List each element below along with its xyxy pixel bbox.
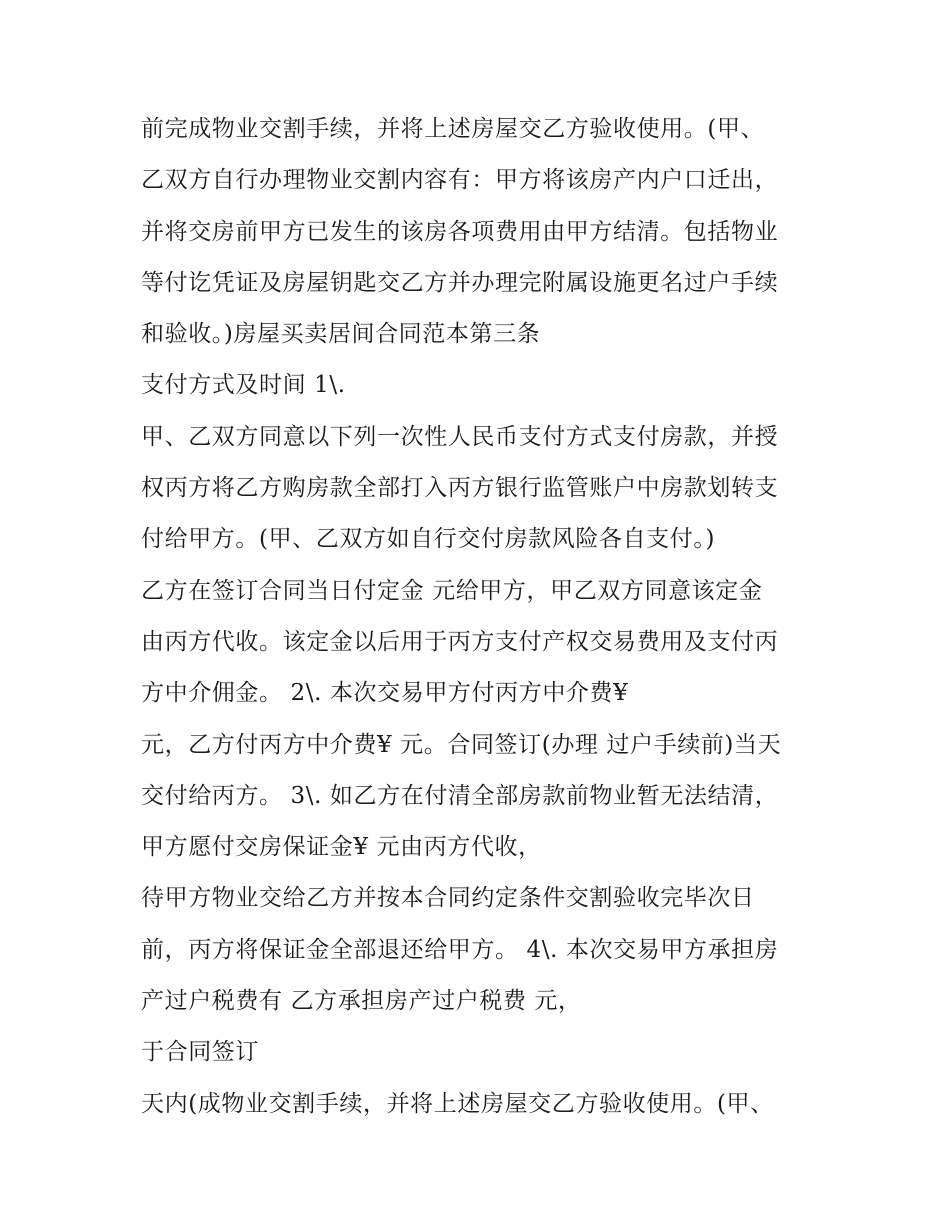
- contract-body-text: [141, 104, 821, 1130]
- text-line-15: 甲方愿付交房保证金¥ 元由丙方代收，: [141, 834, 542, 861]
- text-line-7: 甲、乙双方同意以下列一次性人民币支付方式支付房款，并授: [141, 423, 779, 450]
- text-line-11: 由丙方代收。该定金以后用于丙方支付产权交易费用及支付丙: [141, 628, 779, 655]
- text-line-13: 元，乙方付丙方中介费¥ 元。合同签订(办理 过户手续前)当天: [141, 731, 782, 758]
- text-line-2: 乙双方自行办理物业交割内容有：甲方将该房产内户口迁出，: [141, 167, 779, 194]
- text-line-8: 权丙方将乙方购房款全部打入丙方银行监管账户中房款划转支: [141, 475, 779, 502]
- text-line-10: 乙方在签订合同当日付定金 元给甲方，甲乙双方同意该定金: [141, 577, 763, 604]
- text-line-19: 于合同签订: [141, 1039, 259, 1066]
- text-line-18: 产过户税费有 乙方承担房产过户税费 元，: [141, 988, 582, 1015]
- text-line-4: 等付讫凭证及房屋钥匙交乙方并办理完附属设施更名过户手续: [141, 269, 779, 296]
- text-line-9: 付给甲方。(甲、乙双方如自行交付房款风险各自支付。): [141, 526, 716, 553]
- text-line-20: 天内(成物业交割手续，并将上述房屋交乙方验收使用。(甲、: [141, 1090, 774, 1117]
- text-line-14: 交付给丙方。 3\. 如乙方在付清全部房款前物业暂无法结清，: [141, 782, 779, 809]
- text-line-5: 和验收。)房屋买卖居间合同范本第三条: [141, 321, 541, 348]
- text-line-1: 前完成物业交割手续，并将上述房屋交乙方验收使用。(甲、: [141, 116, 765, 142]
- text-line-6: 支付方式及时间 1\.: [141, 372, 346, 399]
- text-line-12: 方中介佣金。 2\. 本次交易甲方付丙方中介费¥: [141, 680, 629, 707]
- text-line-16: 待甲方物业交给乙方并按本合同约定条件交割验收完毕次日: [141, 885, 755, 912]
- text-line-17: 前，丙方将保证金全部退还给甲方。 4\. 本次交易甲方承担房: [141, 936, 779, 963]
- text-line-3: 并将交房前甲方已发生的该房各项费用由甲方结清。包括物业: [141, 218, 779, 245]
